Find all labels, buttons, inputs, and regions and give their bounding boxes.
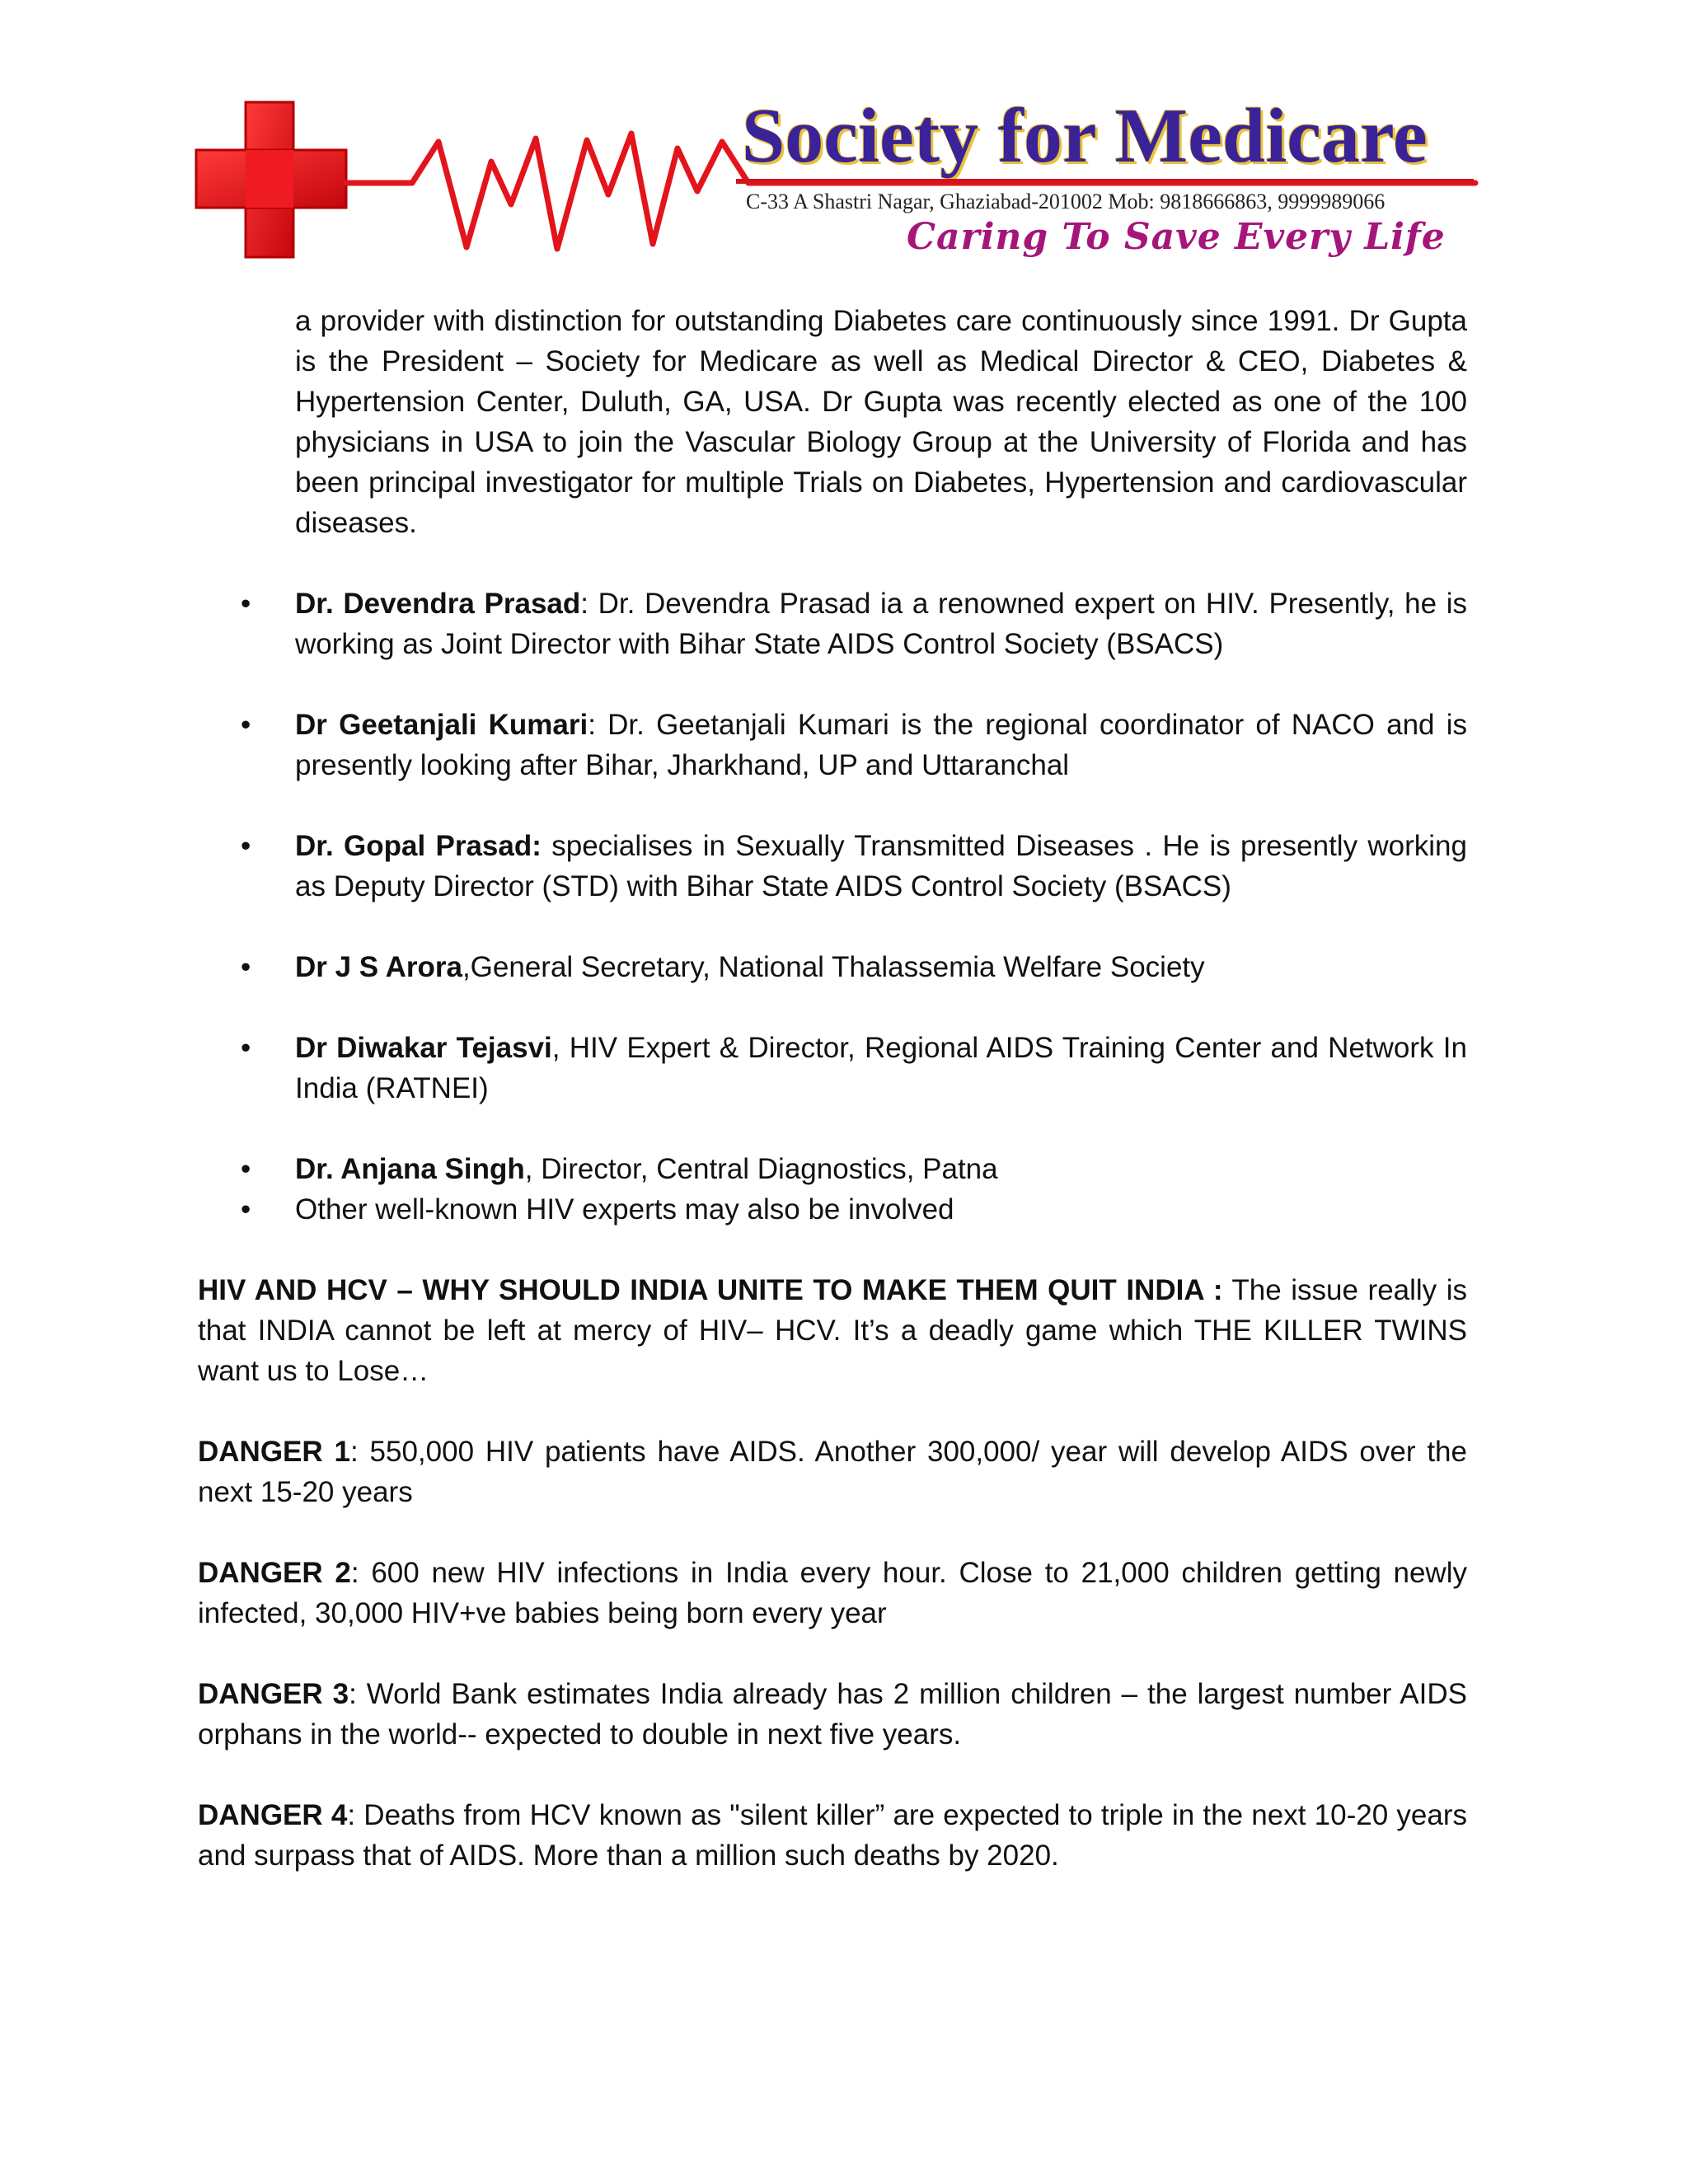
bullet-icon: • xyxy=(241,1032,251,1064)
expert-text: , HIV Expert & Director, Regional AIDS Training Center and Network In India (RATNEI) xyxy=(295,1032,1467,1104)
bullet-icon: • xyxy=(241,1193,251,1226)
expert-name: Dr Diwakar Tejasvi xyxy=(295,1032,552,1064)
expert-text: : Dr. Geetanjali Kumari is the regional coordinator of NACO and is presently looking after Bihar, Jharkhand, UP and Uttaranchal xyxy=(295,709,1467,781)
expert-name: Dr. Devendra Prasad xyxy=(295,588,581,620)
expert-text: specialises in Sexually Transmitted Diseases . He is presently working as Deputy Director (STD) with Bihar State AIDS Control Society (BSACS) xyxy=(295,830,1467,902)
danger-4 xyxy=(198,1795,1467,1876)
list-item xyxy=(198,1189,1467,1230)
list-item xyxy=(198,705,1467,785)
danger-label: DANGER 4 xyxy=(198,1799,348,1831)
org-name: Society for Medicare xyxy=(742,93,1428,179)
org-address: C-33 A Shastri Nagar, Ghaziabad-201002 Mob: 9818666863, 9999989066 xyxy=(746,190,1386,213)
bullet-icon: • xyxy=(241,588,251,620)
bullet-icon: • xyxy=(241,830,251,862)
expert-text: , Director, Central Diagnostics, Patna xyxy=(524,1153,998,1185)
hiv-section xyxy=(198,1270,1467,1391)
danger-1 xyxy=(198,1432,1467,1512)
expert-name: Dr. Gopal Prasad: xyxy=(295,830,542,862)
danger-2 xyxy=(198,1553,1467,1633)
list-item xyxy=(198,1028,1467,1108)
danger-text: : 550,000 HIV patients have AIDS. Another 300,000/ year will develop AIDS over the next 15-20 years xyxy=(198,1436,1467,1508)
section-text: The issue really is that INDIA cannot be left at mercy of HIV– HCV. It’s a deadly game which THE KILLER TWINS want us to Lose… xyxy=(198,1274,1467,1387)
danger-label: DANGER 1 xyxy=(198,1436,350,1468)
expert-text: : Dr. Devendra Prasad ia a renowned expert on HIV. Presently, he is working as Joint Director with Bihar State AIDS Control Society (BSACS) xyxy=(295,588,1467,660)
danger-text: : 600 new HIV infections in India every hour. Close to 21,000 children getting newly infected, 30,000 HIV+ve babies being born every year xyxy=(198,1557,1467,1629)
expert-name: Dr. Anjana Singh xyxy=(295,1153,525,1185)
expert-name: Dr J S Arora xyxy=(295,951,462,983)
bullet-icon: • xyxy=(241,1153,251,1185)
section-heading: HIV AND HCV – WHY SHOULD INDIA UNITE TO MAKE THEM QUIT INDIA : xyxy=(198,1274,1223,1306)
expert-text: ,General Secretary, National Thalassemia Welfare Society xyxy=(462,951,1205,983)
document-body xyxy=(198,301,1467,1876)
expert-list xyxy=(198,583,1467,1230)
expert-name: Dr Geetanjali Kumari xyxy=(295,709,588,741)
list-item xyxy=(198,826,1467,907)
org-underline xyxy=(736,179,1474,184)
danger-text: : Deaths from HCV known as "silent killer” are expected to triple in the next 10-20 years and surpass that of AIDS. More than a million such deaths by 2020. xyxy=(198,1799,1467,1872)
bullet-icon: • xyxy=(241,709,251,741)
bullet-icon: • xyxy=(241,951,251,983)
danger-label: DANGER 2 xyxy=(198,1557,351,1589)
red-cross-icon xyxy=(196,102,346,257)
intro-paragraph: a provider with distinction for outstanding Diabetes care continuously since 1991. Dr Gupta is the President – Society for Medicare as well as Medical Director & CEO, Diabetes & Hypertension Center, Duluth, GA, USA. Dr Gupta was recently elected as one of the 100 physicians in USA to join the Vascular Biology Group at the University of Florida and has been principal investigator for multiple Trials on Diabetes, Hypertension and cardiovascular diseases. xyxy=(295,305,1467,539)
expert-text: Other well-known HIV experts may also be involved xyxy=(295,1193,954,1226)
list-item xyxy=(198,947,1467,987)
org-tagline: Caring To Save Every Life xyxy=(907,216,1446,258)
danger-3 xyxy=(198,1674,1467,1755)
list-item xyxy=(198,583,1467,664)
letterhead xyxy=(0,0,1688,280)
danger-text: : World Bank estimates India already has 2 million children – the largest number AIDS orphans in the world-- expected to double in next five years. xyxy=(198,1678,1467,1750)
danger-label: DANGER 3 xyxy=(198,1678,349,1710)
list-item xyxy=(198,1149,1467,1189)
